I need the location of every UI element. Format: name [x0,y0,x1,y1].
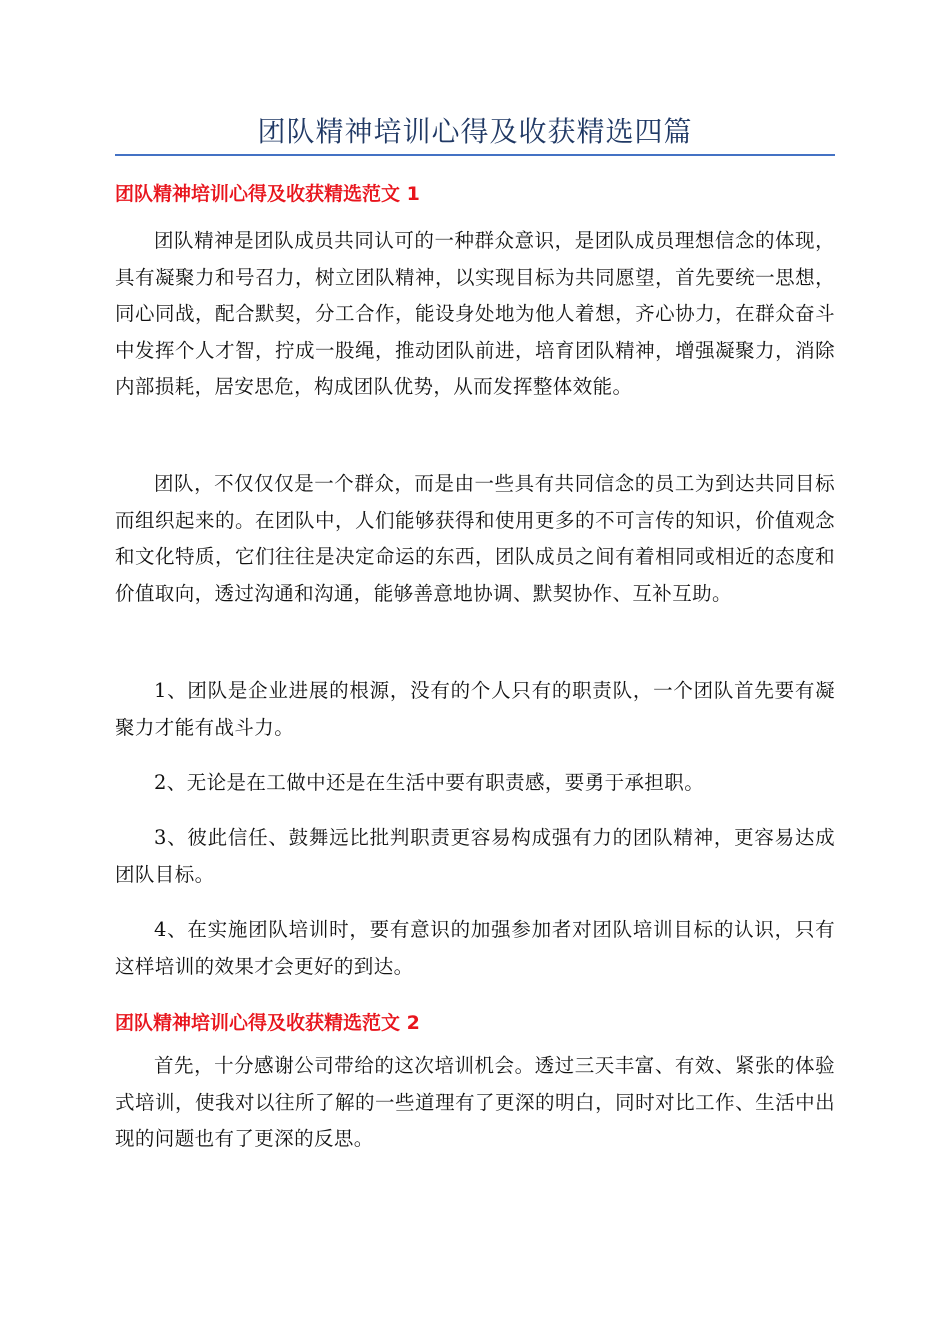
list-item: 1、团队是企业进展的根源，没有的个人只有的职责队，一个团队首先要有凝聚力才能有战斗力。 [115,679,835,739]
document-title: 团队精神培训心得及收获精选四篇 [257,115,693,148]
section-heading-1: 团队精神培训心得及收获精选范文 1 [115,183,420,205]
list-item: 3、彼此信任、鼓舞远比批判职责更容易构成强有力的团队精神，更容易达成团队目标。 [115,826,835,886]
section-heading-2: 团队精神培训心得及收获精选范文 2 [115,1012,420,1034]
paragraph: 团队，不仅仅仅是一个群众，而是由一些具有共同信念的员工为到达共同目标而组织起来的。在团队中，人们能够获得和使用更多的不可言传的知识，价值观念和文化特质，它们往往是决定命运的东西，团队成员之间有着相同或相近的态度和价值取向，透过沟通和沟通，能够善意地协调、默契协作、互补互助。 [115,472,835,605]
list-item: 4、在实施团队培训时，要有意识的加强参加者对团队培训目标的认识，只有这样培训的效果才会更好的到达。 [115,918,835,978]
paragraph: 团队精神是团队成员共同认可的一种群众意识，是团队成员理想信念的体现，具有凝聚力和号召力，树立团队精神，以实现目标为共同愿望，首先要统一思想，同心同战，配合默契，分工合作，能设身处地为他人着想，齐心协力，在群众奋斗中发挥个人才智，拧成一股绳，推动团队前进，培育团队精神，增强凝聚力，消除内部损耗，居安思危，构成团队优势，从而发挥整体效能。 [115,229,835,398]
title-underline [115,154,835,156]
list-item: 2、无论是在工做中还是在生活中要有职责感，要勇于承担职。 [154,771,705,794]
paragraph: 首先，十分感谢公司带给的这次培训机会。透过三天丰富、有效、紧张的体验式培训，使我对以往所了解的一些道理有了更深的明白，同时对比工作、生活中出现的问题也有了更深的反思。 [115,1054,835,1150]
